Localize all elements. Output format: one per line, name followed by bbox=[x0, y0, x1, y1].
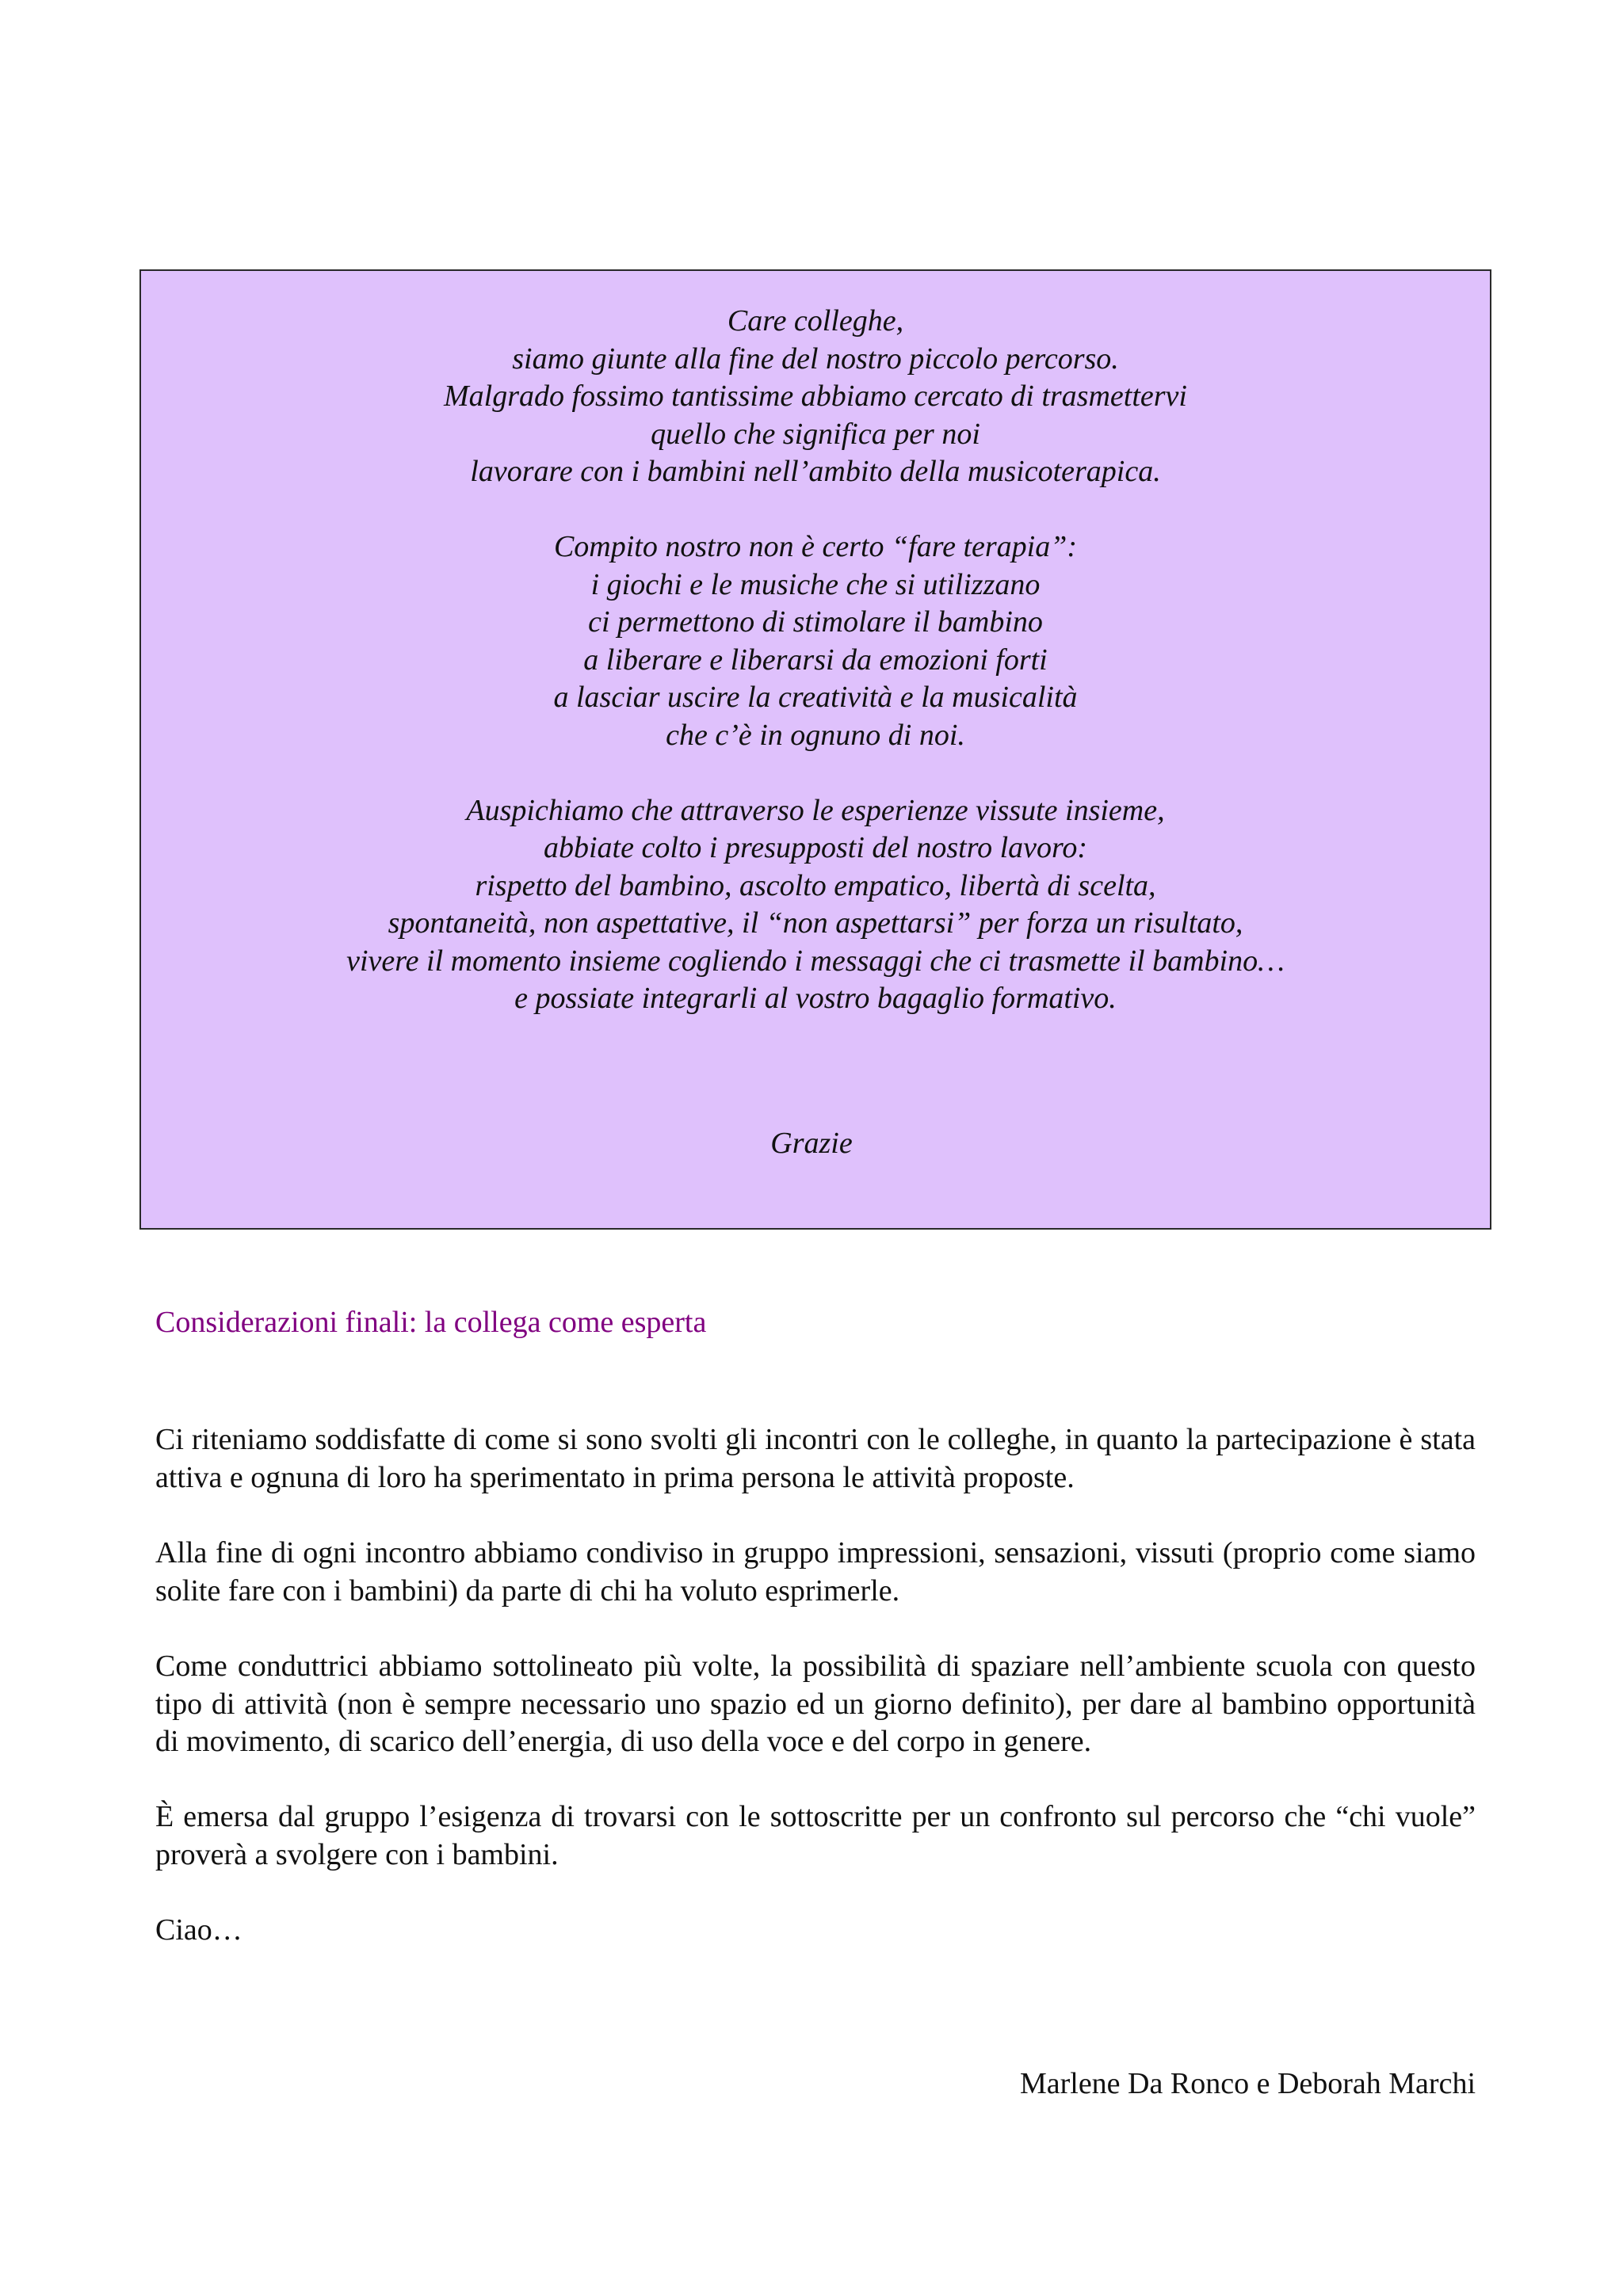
section-heading: Considerazioni finali: la collega come esperta bbox=[155, 1306, 707, 1339]
letter-stanza-1 bbox=[141, 303, 1490, 491]
letter-line: Auspichiamo che attraverso le esperienze vissute insieme, bbox=[466, 793, 1165, 827]
letter-line: Care colleghe, bbox=[727, 304, 904, 338]
letter-line: ci permettono di stimolare il bambino bbox=[588, 605, 1043, 639]
letter-line: Compito nostro non è certo “fare terapia”: bbox=[553, 530, 1078, 563]
letter-line: lavorare con i bambini nell’ambito della musicoterapica. bbox=[470, 455, 1161, 488]
letter-line: abbiate colto i presupposti del nostro lavoro: bbox=[543, 831, 1088, 864]
letter-stanza-2 bbox=[141, 528, 1490, 754]
letter-line: siamo giunte alla fine del nostro piccolo percorso. bbox=[512, 341, 1119, 376]
letter-line: spontaneità, non aspettative, il “non aspettarsi” per forza un risultato, bbox=[388, 906, 1243, 940]
letter-line: a liberare e liberarsi da emozioni forti bbox=[583, 643, 1048, 677]
letter-line: Malgrado fossimo tantissime abbiamo cercato di trasmettervi bbox=[444, 379, 1187, 413]
letter-closing: Grazie bbox=[770, 1127, 853, 1160]
body-paragraph: Ci riteniamo soddisfatte di come si sono svolti gli incontri con le colleghe, in quanto la partecipazione è stata attiva e ognuna di loro ha sperimentato in prima persona le attività proposte. bbox=[155, 1423, 1476, 1494]
letter-line: quello che significa per noi bbox=[651, 417, 980, 451]
letter-stanza-3 bbox=[141, 792, 1490, 1018]
body-paragraph: È emersa dal gruppo l’esigenza di trovarsi con le sottoscritte per un confronto sul percorso che “chi vuole” proverà a svolgere con i bambini. bbox=[155, 1800, 1476, 1871]
signature: Marlene Da Ronco e Deborah Marchi bbox=[1019, 2067, 1476, 2100]
letter-line: rispetto del bambino, ascolto empatico, libertà di scelta, bbox=[475, 868, 1156, 902]
body-paragraph: Come conduttrici abbiamo sottolineato più volte, la possibilità di spaziare nell’ambiente scuola con questo tipo di attività (non è sempre necessario uno spazio ed un giorno definito), per dare al bambino opportunità di movimento, di scarico dell’energia, di uso della voce e del corpo in genere. bbox=[155, 1650, 1476, 1758]
body-paragraph: Ciao… bbox=[155, 1913, 242, 1947]
letter-line: vivere il momento insieme cogliendo i messaggi che ci trasmette il bambino… bbox=[346, 944, 1285, 978]
letter-line: che c’è in ognuno di noi. bbox=[666, 718, 965, 752]
letter-line: e possiate integrarli al vostro bagaglio formativo. bbox=[514, 982, 1117, 1015]
letter-box bbox=[139, 269, 1491, 1230]
letter-line: i giochi e le musiche che si utilizzano bbox=[590, 567, 1041, 601]
body-paragraph: Alla fine di ogni incontro abbiamo condiviso in gruppo impressioni, sensazioni, vissuti (proprio come siamo solite fare con i bambini) da parte di chi ha voluto esprimerle. bbox=[155, 1536, 1476, 1608]
letter-line: a lasciar uscire la creatività e la musicalità bbox=[553, 681, 1078, 714]
